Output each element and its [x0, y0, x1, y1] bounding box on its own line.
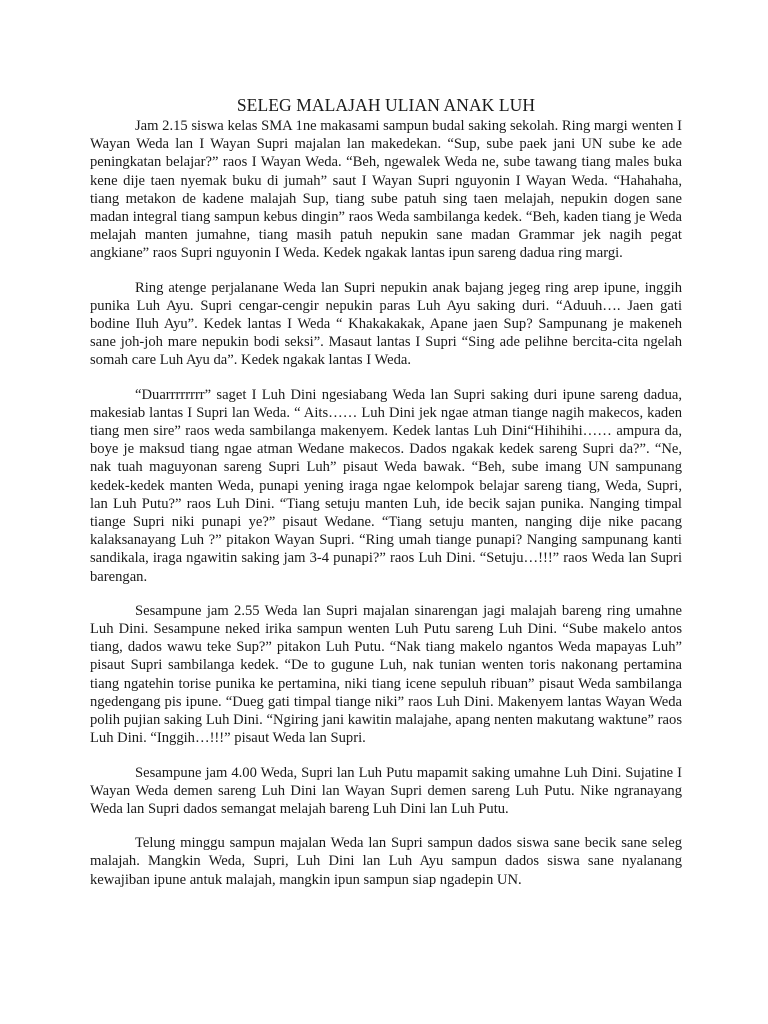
paragraph-3: “Duarrrrrrrr” saget I Luh Dini ngesiabang Weda lan Supri saking duri ipune sareng dadua, makesiab lantas I Supri lan Weda. “ Aits…… Luh Dini jek ngae atman tiange nagih makecos, kaden tiang men sire” raos weda sambilanga makenyem. Kedek lantas Luh Dini“Hihihihi…… ampura da, boye je maksud tiang ngae atman Wedane makecos. Dados ngakak kedek sareng Supri da?”. “Ne, nak tuah maguyonan sareng Supri Luh” pisaut Weda bawak. “Beh, sube imang UN sampunang kedek-kedek manten Weda, punapi yening iraga ngae kelompok belajar sareng tiang, Weda, Supri, lan Luh Putu?” raos Luh Dini. “Tiang setuju manten Luh, ide becik sajan punika. Nanging timpal tiange Supri niki punapi ye?” pisaut Wedane. “Tiang setuju manten, nanging dije nike pacang kalaksanayang Luh ?” pitakon Wayan Supri. “Ring umah tiange punapi? Nanging sampunang kanti sandikala, iraga ngawitin saking jam 3-4 punapi?” raos Luh Dini. “Setuju…!!!” raos Weda lan Supri barengan.	[90, 386, 682, 585]
paragraph-5: Sesampune jam 4.00 Weda, Supri lan Luh Putu mapamit saking umahne Luh Dini. Sujatine I Wayan Weda demen sareng Luh Dini lan Wayan Supri demen sareng Luh Putu. Nike ngranayang Weda lan Supri dados semangat melajah bareng Luh Dini lan Luh Putu.	[90, 764, 682, 817]
paragraph-4: Sesampune jam 2.55 Weda lan Supri majalan sinarengan jagi malajah bareng ring umahne Luh Dini. Sesampune neked irika sampun wenten Luh Putu sareng Luh Dini. “Sube makelo antos tiang, dados wawu teke Sup?” pitakon Luh Putu. “Nak tiang makelo ngantos Weda mapayas Luh” pisaut Supri sambilanga kedek. “De to gugune Luh, nak tunian wenten toris nakonang pertamina tiang ngatehin torise punika ke pertamina, niki tiang icene sepuluh ribuan” pisaut Weda sambilanga ngedengang pis ipune. “Dueg gati timpal tiange niki” raos Luh Dini. Makenyem lantas Wayan Weda polih pujian saking Luh Dini. “Ngiring jani kawitin malajahe, apang nenten makutang waktune” raos Luh Dini. “Inggih…!!!” pisaut Weda lan Supri.	[90, 602, 682, 747]
document-page	[90, 94, 682, 905]
paragraph-1: Jam 2.15 siswa kelas SMA 1ne makasami sampun budal saking sekolah. Ring margi wenten I Wayan Weda lan I Wayan Supri majalan lan makedekan. “Sup, sube paek jani UN sube ke ade peningkatan belajar?” raos I Wayan Weda. “Beh, ngewalek Weda ne, sube tawang tiang males buka kene dije taen nyemak buku di jumah” saut I Wayan Supri nguyonin I Wayan Weda. “Hahahaha, tiang metakon de kadene malajah Sup, tiang sube patuh sing taen melajah, nepukin dogen sane madan integral tiang sampun kebus dingin” raos Weda sambilanga kedek. “Beh, kaden tiang je Weda melajah manten jumahne, tiang masih patuh nepukin sane madan Grammar jek nagih pegat angkiane” raos Supri nguyonin I Weda. Kedek ngakak lantas ipun sareng dadua ring margi.	[90, 118, 682, 262]
document-title: SELEG MALAJAH ULIAN ANAK LUH	[236, 95, 536, 115]
paragraph-6: Telung minggu sampun majalan Weda lan Supri sampun dados siswa sane becik sane seleg malajah. Mangkin Weda, Supri, Luh Dini lan Luh Ayu sampun dados siswa sane nyalanang kewajiban ipune antuk malajah, mangkin ipun sampun siap ngadepin UN.	[90, 835, 682, 888]
paragraph-2: Ring atenge perjalanane Weda lan Supri nepukin anak bajang jegeg ring arep ipune, inggih punika Luh Ayu. Supri cengar-cengir nepukin paras Luh Ayu saking duri. “Aduuh…. Jaen gati bodine Iluh Ayu”. Kedek lantas I Weda “ Khakakakak, Apane jaen Sup? Sampunang je makeneh sane joh-joh mare nepukin bodi seksi”. Masaut lantas I Supri “Sing ade pelihne bercita-cita ngelah somah care Luh Ayu da”. Kedek ngakak lantas I Weda.	[90, 279, 682, 369]
